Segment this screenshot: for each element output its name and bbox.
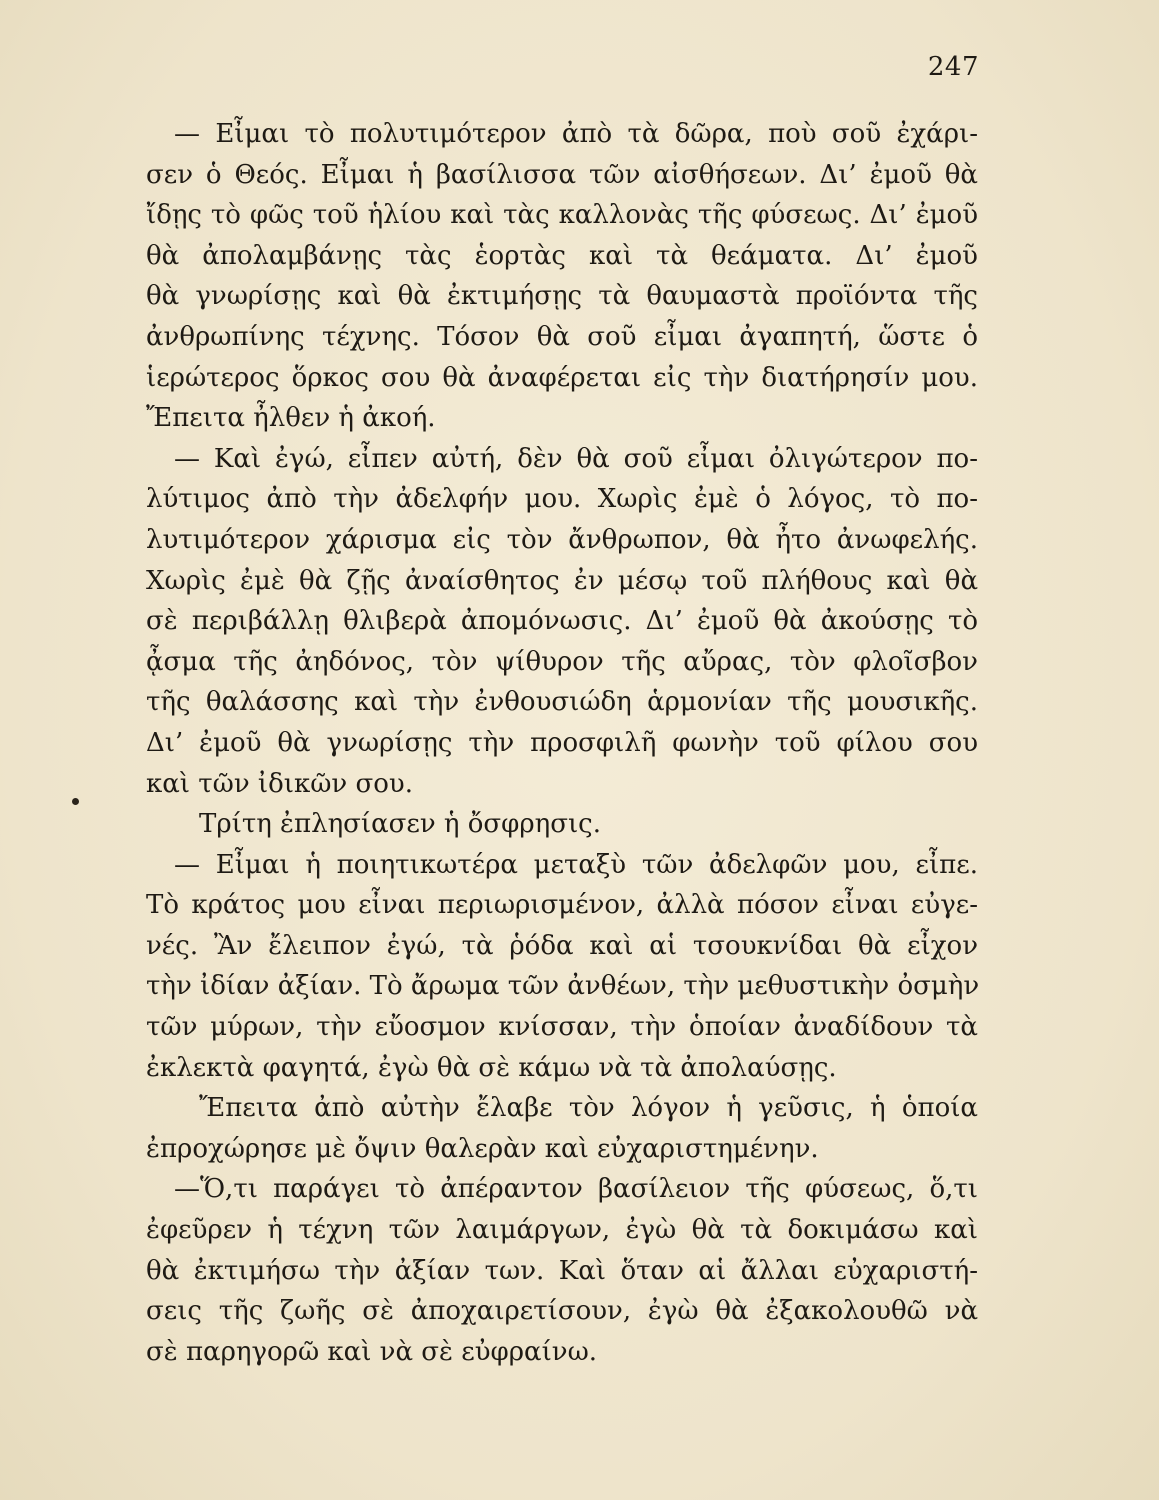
text-line: Δι’ ἐμοῦ θὰ γνωρίσῃς τὴν προσφιλῆ φωνὴν τοῦ φίλου σου [146, 727, 978, 758]
text-line: σεις τῆς ζωῆς σὲ ἀποχαιρετίσουν, ἐγὼ θὰ ἐξακολουθῶ νὰ [146, 1296, 978, 1327]
text-line: θὰ ἐκτιμήσω τὴν ἀξίαν των. Καὶ ὅταν αἱ ἄλλαι εὐχαριστή- [146, 1255, 978, 1286]
text-line: — Εἶμαι τὸ πολυτιμότερον ἀπὸ τὰ δῶρα, ποὺ σοῦ ἐχάρι- [174, 119, 978, 149]
text-line: ἱερώτερος ὅρκος σου θὰ ἀναφέρεται εἰς τὴν διατήρησίν μου. [146, 362, 978, 393]
text-line: ἐπροχώρησε μὲ ὄψιν θαλερὰν καὶ εὐχαριστημένην. [146, 1133, 819, 1164]
ink-dot [72, 798, 79, 805]
text-line: — Καὶ ἐγώ, εἶπεν αὐτή, δὲν θὰ σοῦ εἶμαι ὀλιγώτερον πο- [174, 443, 978, 474]
text-line: —Ὅ,τι παράγει τὸ ἀπέραντον βασίλειον τῆς φύσεως, ὅ,τι [174, 1174, 978, 1205]
text-line: τῶν μύρων, τὴν εὔοσμον κνίσσαν, τὴν ὁποίαν ἀναδίδουν τὰ [146, 1012, 978, 1043]
text-line: Χωρὶς ἐμὲ θὰ ζῇς ἀναίσθητος ἐν μέσῳ τοῦ πλήθους καὶ θὰ [146, 565, 978, 596]
text-line: λυτιμότερον χάρισμα εἰς τὸν ἄνθρωπον, θὰ ἦτο ἀνωφελής. [146, 524, 978, 555]
text-line: σὲ περιβάλλῃ θλιβερὰ ἀπομόνωσις. Δι’ ἐμοῦ θὰ ἀκούσῃς τὸ [146, 606, 978, 637]
text-line: Τὸ κράτος μου εἶναι περιωρισμένον, ἀλλὰ πόσον εἶναι εὐγε- [146, 890, 978, 921]
text-line: τὴν ἰδίαν ἀξίαν. Τὸ ἄρωμα τῶν ἀνθέων, τὴν μεθυστικὴν ὀσμὴν [146, 971, 980, 1002]
text-line: ᾆσμα τῆς ἀηδόνος, τὸν ψίθυρον τῆς αὔρας, τὸν φλοῖσβον [146, 646, 978, 677]
text-line: λύτιμος ἀπὸ τὴν ἀδελφήν μου. Χωρὶς ἐμὲ ὁ λόγος, τὸ πο- [146, 484, 978, 515]
text-line: ἐφεῦρεν ἡ τέχνη τῶν λαιμάργων, ἐγὼ θὰ τὰ δοκιμάσω καὶ [146, 1215, 978, 1246]
page-number: 247 [927, 52, 979, 82]
text-line: σὲ παρηγορῶ καὶ νὰ σὲ εὐφραίνω. [146, 1336, 598, 1367]
text-line: σεν ὁ Θεός. Εἶμαι ἡ βασίλισσα τῶν αἰσθήσεων. Δι’ ἐμοῦ θὰ [146, 159, 978, 190]
text-line: Ἔπειτα ἦλθεν ἡ ἀκοή. [146, 403, 436, 434]
text-line: νές. Ἂν ἔλειπον ἐγώ, τὰ ῥόδα καὶ αἱ τσουκνίδαι θὰ εἶχον [146, 930, 978, 961]
body-text [146, 114, 978, 1372]
text-line: ἀνθρωπίνης τέχνης. Τόσον θὰ σοῦ εἶμαι ἀγαπητή, ὥστε ὁ [146, 321, 978, 352]
text-line: Τρίτη ἐπλησίασεν ἡ ὄσφρησις. [199, 809, 602, 840]
text-line: θὰ γνωρίσῃς καὶ θὰ ἐκτιμήσῃς τὰ θαυμαστὰ προϊόντα τῆς [146, 281, 978, 312]
text-line: ἴδῃς τὸ φῶς τοῦ ἡλίου καὶ τὰς καλλονὰς τῆς φύσεως. Δι’ ἐμοῦ [146, 200, 978, 231]
text-line: Ἔπειτα ἀπὸ αὐτὴν ἔλαβε τὸν λόγον ἡ γεῦσις, ἡ ὁποία [199, 1093, 978, 1124]
text-line: θὰ ἀπολαμβάνῃς τὰς ἑορτὰς καὶ τὰ θεάματα. Δι’ ἐμοῦ [146, 240, 978, 271]
text-line: ἐκλεκτὰ φαγητά, ἐγὼ θὰ σὲ κάμω νὰ τὰ ἀπολαύσῃς. [146, 1052, 837, 1083]
text-line: καὶ τῶν ἰδικῶν σου. [146, 768, 413, 799]
text-line: τῆς θαλάσσης καὶ τὴν ἐνθουσιώδη ἁρμονίαν τῆς μουσικῆς. [146, 687, 978, 718]
text-line: — Εἶμαι ἡ ποιητικωτέρα μεταξὺ τῶν ἀδελφῶν μου, εἶπε. [174, 849, 978, 880]
